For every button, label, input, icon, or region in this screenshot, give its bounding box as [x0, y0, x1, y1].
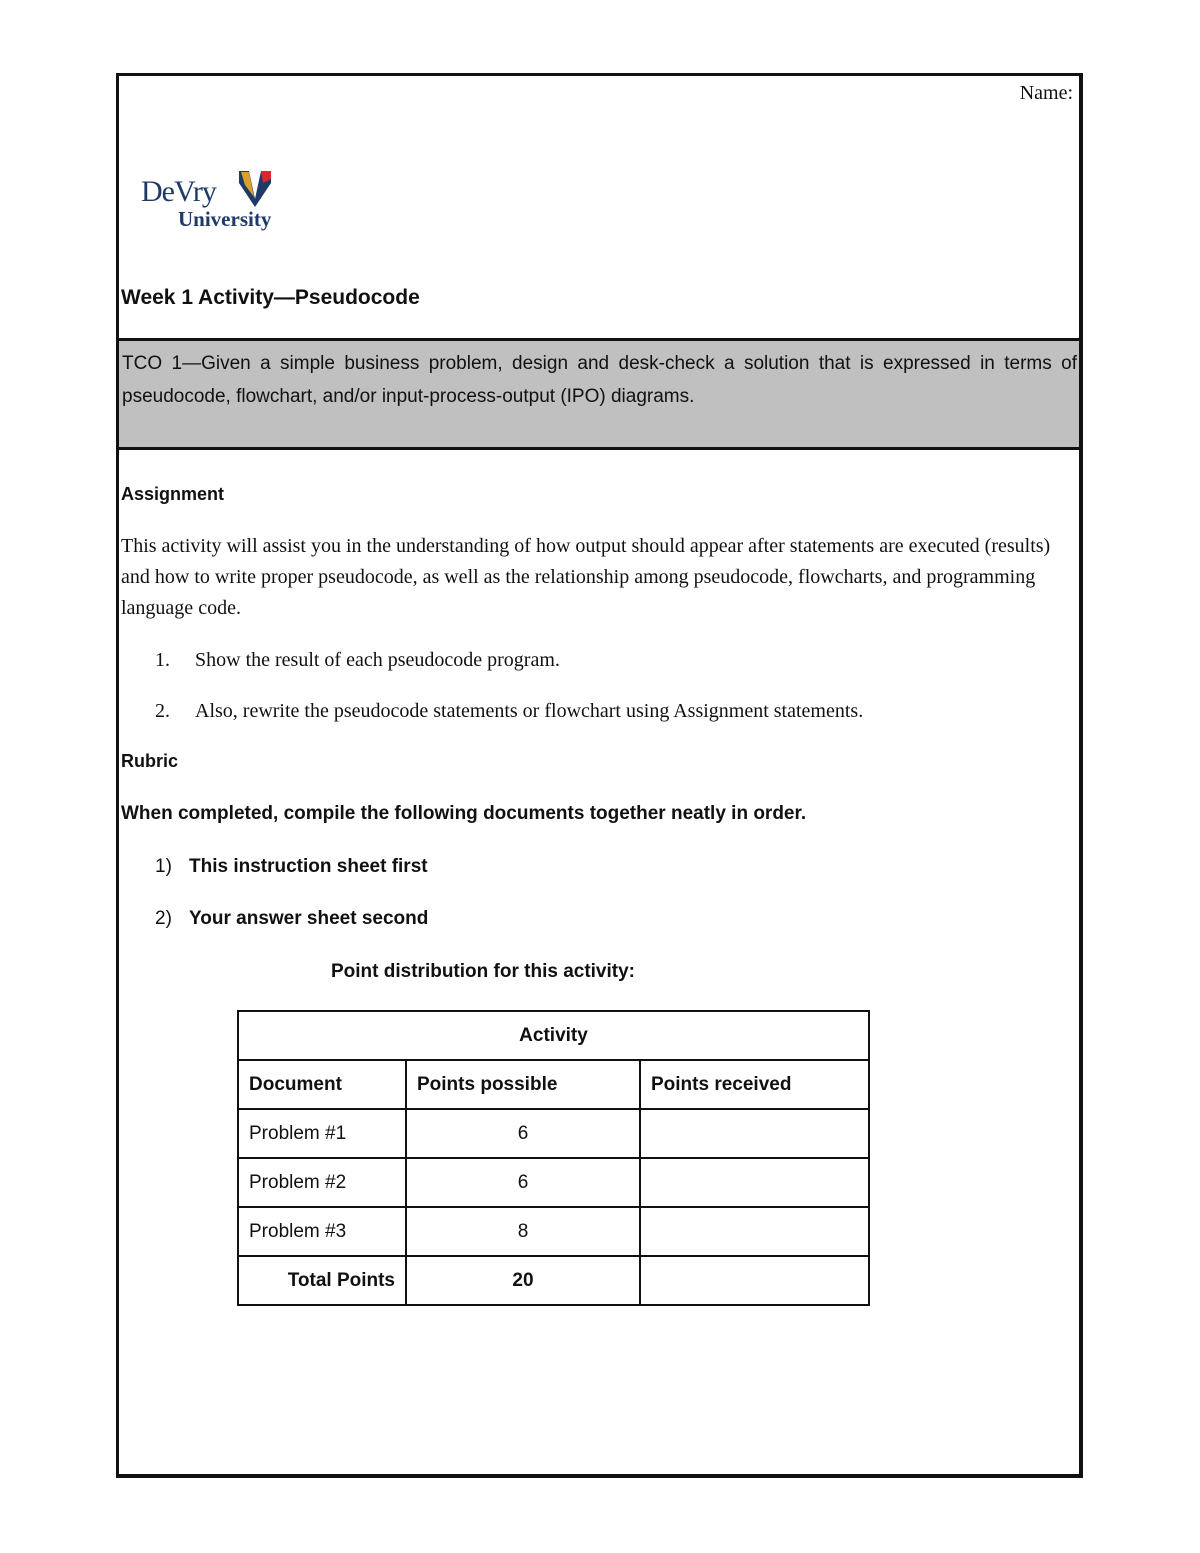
page-title: Week 1 Activity—Pseudocode	[121, 286, 420, 309]
table-row	[238, 1158, 869, 1207]
tco-band	[116, 338, 1079, 450]
table-caption: Activity	[238, 1011, 869, 1060]
point-distribution-label: Point distribution for this activity:	[331, 961, 635, 982]
devry-logo	[141, 169, 291, 239]
table-row	[238, 1109, 869, 1158]
cell-points-received[interactable]	[640, 1109, 869, 1158]
rubric-item	[155, 908, 428, 930]
cell-document: Problem #1	[238, 1109, 406, 1158]
rubric-intro: When completed, compile the following documents together neatly in order.	[121, 803, 807, 824]
cell-document: Problem #3	[238, 1207, 406, 1256]
item-number: 1)	[155, 856, 172, 877]
step-text: Show the result of each pseudocode program.	[195, 649, 560, 671]
item-text: This instruction sheet first	[189, 856, 428, 877]
points-table	[237, 1010, 870, 1306]
cell-points-possible: 8	[406, 1207, 640, 1256]
cell-points-possible: 6	[406, 1109, 640, 1158]
item-number: 2)	[155, 908, 172, 929]
assignment-paragraph: This activity will assist you in the understanding of how output should appear after statements are executed (results) and how to write proper pseudocode, as well as the relationship among pseudocode, flowcharts, and programming language code.	[121, 535, 1051, 619]
assignment-step	[155, 700, 863, 723]
rubric-item	[155, 856, 428, 878]
rubric-heading: Rubric	[121, 751, 179, 771]
header-document: Document	[238, 1060, 406, 1109]
step-number: 2.	[155, 700, 170, 722]
logo-text-devry: DeVry	[141, 175, 216, 208]
table-header-row	[238, 1060, 869, 1109]
cell-total-possible: 20	[406, 1256, 640, 1305]
cell-total-label: Total Points	[238, 1256, 406, 1305]
assignment-step	[155, 649, 560, 672]
shield-icon	[237, 169, 273, 209]
table-caption-row	[238, 1011, 869, 1060]
table-row	[238, 1207, 869, 1256]
assignment-heading: Assignment	[121, 484, 225, 504]
tco-text: TCO 1—Given a simple business problem, design and desk-check a solution that is expressed in terms of pseudocode, flowchart, and/or input-process-output (IPO) diagrams.	[122, 353, 1077, 407]
document-frame	[116, 73, 1083, 1478]
name-label: Name:	[1019, 82, 1073, 104]
cell-points-possible: 6	[406, 1158, 640, 1207]
cell-document: Problem #2	[238, 1158, 406, 1207]
cell-points-received[interactable]	[640, 1207, 869, 1256]
cell-points-received[interactable]	[640, 1158, 869, 1207]
header-points-possible: Points possible	[406, 1060, 640, 1109]
table-total-row	[238, 1256, 869, 1305]
step-number: 1.	[155, 649, 170, 671]
item-text: Your answer sheet second	[189, 908, 429, 929]
step-text: Also, rewrite the pseudocode statements or flowchart using Assignment statements.	[195, 700, 864, 722]
cell-total-received[interactable]	[640, 1256, 869, 1305]
logo-text-university: University	[178, 207, 272, 231]
header-points-received: Points received	[640, 1060, 869, 1109]
